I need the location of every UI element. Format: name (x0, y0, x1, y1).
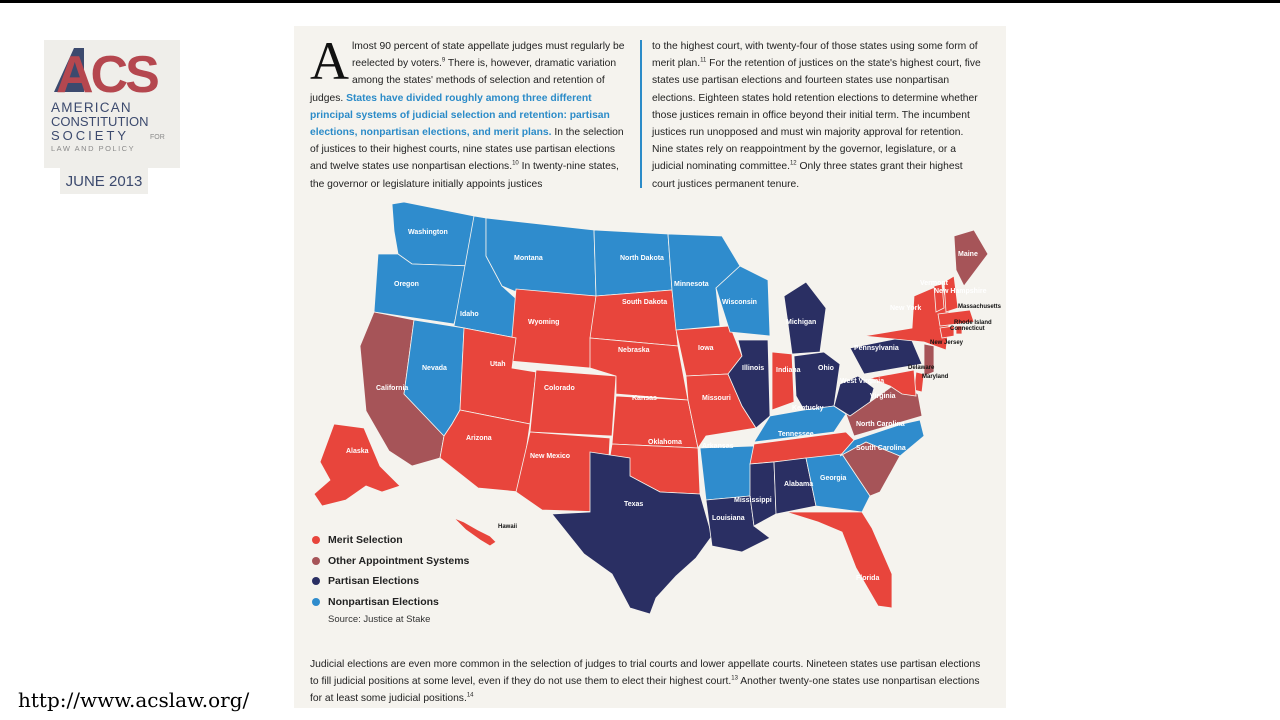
legend-label: Partisan Elections (328, 575, 420, 588)
logo-line-1: AMERICAN (51, 100, 132, 115)
label-missouri: Missouri (702, 395, 731, 402)
paragraph-text: In the selection of justices to their highest courts, nine states use partisan elections and twelve states use nonpartisan elections. (310, 127, 624, 173)
state-new-jersey (924, 344, 934, 376)
logo-letters: ACS (56, 46, 157, 104)
legend-swatch (312, 598, 320, 606)
label-washington: Washington (408, 229, 448, 236)
footnote-ref: 10 (512, 161, 519, 167)
footnote-ref: 11 (700, 57, 707, 64)
logo-line-4: LAW AND POLICY (51, 144, 136, 153)
legend-swatch (312, 536, 320, 544)
state-mississippi (750, 462, 776, 526)
label-minnesota: Minnesota (674, 281, 709, 288)
label-nevada: Nevada (422, 365, 447, 372)
label-maryland: Maryland (922, 374, 949, 380)
label-mississippi: Mississippi (734, 497, 772, 504)
label-alaska: Alaska (346, 448, 369, 455)
top-rule (0, 0, 1280, 3)
state-north-dakota (594, 230, 672, 296)
paragraph-text: Only three states grant their highest court justices permanent tenure. (652, 161, 963, 190)
label-wisconsin: Wisconsin (722, 299, 757, 306)
label-new-jersey: New Jersey (930, 340, 964, 346)
map-source: Source: Justice at Stake (328, 614, 431, 625)
label-delaware: Delaware (908, 365, 935, 371)
label-montana: Montana (514, 255, 543, 262)
label-indiana: Indiana (776, 367, 801, 374)
label-massachusetts: Massachusetts (958, 304, 1002, 310)
label-wyoming: Wyoming (528, 319, 560, 326)
highlight-text: States have divided roughly among three different principal systems of judicial selection and retention: partisan elections, nonpartisan elections, and merit plans. (310, 92, 610, 139)
logo-line-2: CONSTITUTION (51, 114, 149, 129)
label-michigan: Michigan (786, 319, 817, 326)
label-rhode-island: Rhode Island (954, 320, 992, 326)
label-oregon: Oregon (394, 281, 419, 288)
logo-line-3: SOCIETY (51, 128, 130, 143)
label-nebraska: Nebraska (618, 347, 650, 354)
footnote-ref: 12 (789, 161, 797, 167)
label-virginia: Virginia (870, 393, 896, 400)
label-tennessee: Tennessee (778, 431, 814, 438)
label-north-dakota: North Dakota (620, 255, 664, 262)
label-vermont: Vermont (920, 280, 949, 287)
paragraph-text: to the highest court, with twenty-four of those states using some form of merit plan. (652, 41, 978, 70)
label-colorado: Colorado (544, 385, 575, 392)
state-maine (954, 230, 988, 286)
paragraph-text: There is, however, dramatic variation among the states' methods of selection and retention of judges. (310, 58, 617, 104)
footnote-ref: 13 (731, 675, 738, 682)
state-michigan (784, 282, 826, 354)
label-arkansas: Arkansas (702, 443, 734, 450)
legend-swatch (312, 557, 320, 565)
label-california: California (376, 385, 409, 392)
state-florida (786, 512, 892, 608)
legend-item (312, 592, 469, 613)
label-kentucky: Kentucky (792, 405, 824, 412)
site-url: http://www.acslaw.org/ (18, 688, 250, 712)
label-iowa: Iowa (698, 345, 714, 352)
paragraph-text: For the retention of justices on the state's highest court, five states use partisan elections and fourteen states use nonpartisan elections. Eighteen states hold retention elections to determine whether those justices remain in office beyond their initial term. The incumbent justices run unopposed and must win majority approval for retention. Nine states rely on reappointment by the governor, legislature, or a judicial nominating committee. (652, 58, 981, 173)
map-legend (312, 530, 469, 625)
label-utah: Utah (490, 361, 506, 368)
label-new-hampshire: New Hampshire (934, 288, 987, 295)
label-maine: Maine (958, 251, 978, 258)
legend-label: Nonpartisan Elections (328, 595, 439, 608)
label-ohio: Ohio (818, 365, 834, 372)
state-ohio (794, 352, 840, 410)
label-north-carolina: North Carolina (856, 421, 905, 428)
label-new-york: New York (890, 305, 922, 312)
legend-item (312, 571, 469, 592)
label-illinois: Illinois (742, 365, 765, 372)
label-pennsylvania: Pennsylvania (854, 345, 899, 352)
paragraph-text: Another twenty-one states use nonpartisan elections for at least some judicial positions. (310, 676, 980, 705)
column-divider (640, 40, 642, 188)
state-wyoming (510, 289, 596, 368)
label-texas: Texas (624, 501, 644, 508)
paragraph-text: In twenty-nine states, the governor or legislature initially appoints justices (310, 161, 619, 190)
footnote-ref: 14 (466, 692, 474, 699)
label-new-mexico: New Mexico (530, 453, 571, 460)
label-kansas: Kansas (632, 395, 657, 402)
label-west-virginia: West Virginia (840, 378, 885, 385)
label-alabama: Alabama (784, 481, 814, 488)
state-arizona (440, 410, 530, 492)
legend-swatch (312, 577, 320, 585)
label-oklahoma: Oklahoma (648, 439, 682, 446)
label-hawaii: Hawaii (498, 524, 518, 530)
label-florida: Florida (856, 575, 880, 582)
label-connecticut: Connecticut (950, 326, 985, 332)
label-south-carolina: South Carolina (856, 445, 906, 452)
publication-date: JUNE 2013 (60, 168, 148, 194)
article-column-1 (310, 31, 634, 193)
drop-cap: A (310, 31, 349, 91)
state-indiana (772, 352, 794, 410)
bottom-paragraph (310, 656, 990, 708)
article-column-2 (652, 38, 982, 193)
state-colorado (530, 370, 616, 436)
label-louisiana: Louisiana (712, 515, 745, 522)
label-idaho: Idaho (460, 311, 479, 318)
document-page (294, 26, 1006, 708)
footnote-ref: 9 (441, 57, 446, 64)
paragraph-text: lmost 90 percent of state appellate judges must regularly be reelected by voters. (352, 41, 625, 70)
logo-for: FOR (150, 134, 165, 141)
label-south-dakota: South Dakota (622, 299, 668, 306)
legend-label: Other Appointment Systems (328, 554, 470, 567)
state-arkansas (700, 446, 754, 500)
paragraph-text: Judicial elections are even more common in the selection of judges to trial courts and lower appellate courts. Nineteen states use partisan elections to fill judicial positions at some level, even if they do not use them to elect their highest court. (310, 659, 981, 688)
legend-item (312, 530, 469, 551)
label-arizona: Arizona (466, 435, 492, 442)
label-georgia: Georgia (820, 475, 847, 482)
legend-label: Merit Selection (328, 534, 403, 547)
legend-item (312, 551, 469, 572)
acs-logo (44, 40, 180, 168)
